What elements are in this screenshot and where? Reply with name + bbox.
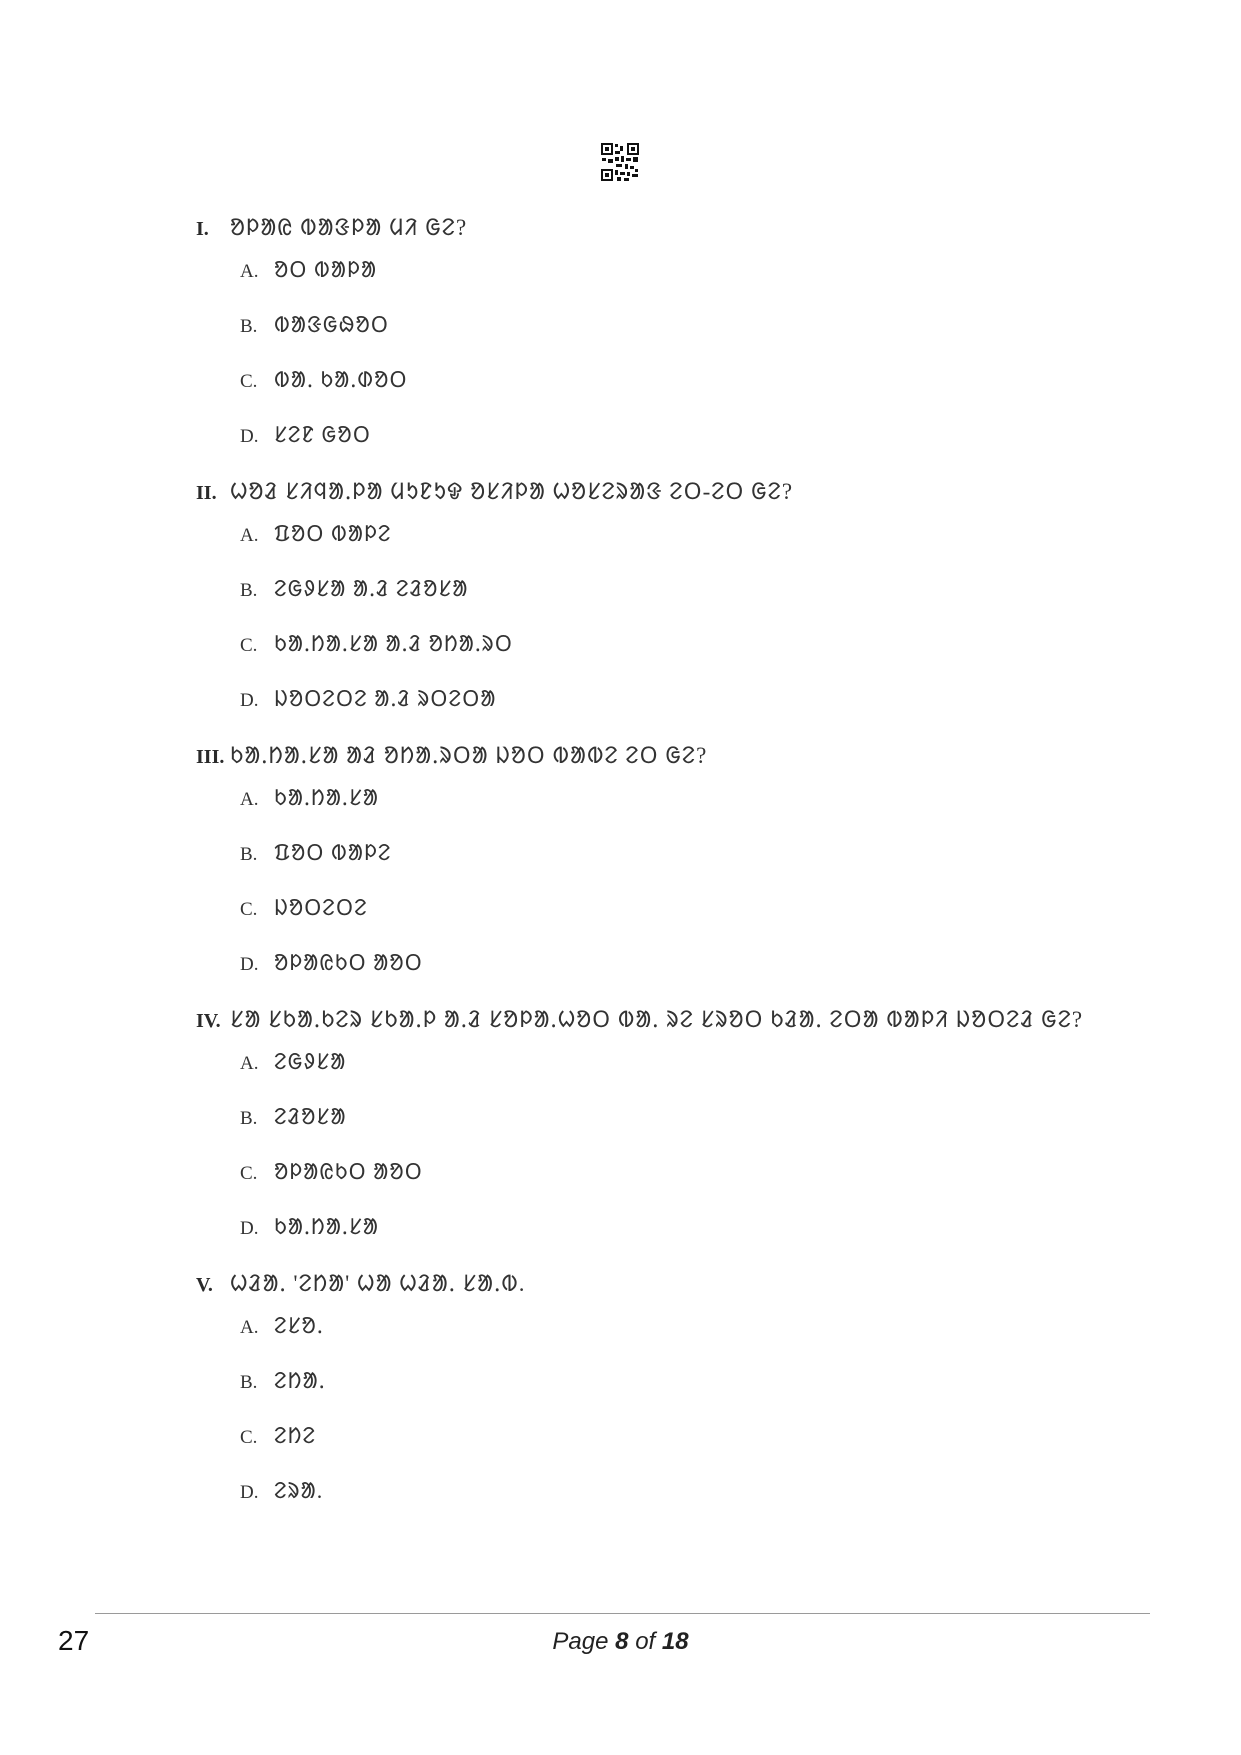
option-b: [240, 1101, 1176, 1156]
question-3: [196, 738, 1176, 1002]
option-letter: C.: [240, 371, 258, 392]
option-c: [240, 1420, 1176, 1475]
option-text: ᱯᱚᱛ ᱵᱟᱞᱮ: [274, 521, 392, 546]
option-text: ᱮᱜᱽᱥᱟ: [274, 1049, 347, 1074]
question-number: V.: [196, 1274, 213, 1296]
option-a: [240, 1046, 1176, 1101]
question-text: ᱦᱲᱟᱹ 'ᱮᱴᱟ' ᱦᱟ ᱦᱲᱟᱹ ᱥᱟᱹᱵ.: [230, 1271, 526, 1296]
option-text: ᱡᱚᱛᱮᱛᱮ ᱟᱹᱲ ᱨᱛᱮᱛᱟ: [274, 686, 497, 711]
option-letter: A.: [240, 1053, 259, 1074]
option-text: ᱯᱚᱛ ᱵᱟᱞᱮ: [274, 840, 392, 865]
option-text: ᱡᱚᱛᱮᱛᱮ: [274, 895, 368, 920]
page-current: 8: [615, 1628, 629, 1655]
option-letter: A.: [240, 525, 259, 546]
option-text: ᱠᱟᱹᱴᱟᱹᱥᱟ: [274, 785, 379, 810]
option-text: ᱚᱞᱟᱭᱠᱛ ᱟᱚᱛ: [274, 950, 423, 975]
option-text: ᱮᱴᱟᱹ: [274, 1368, 326, 1393]
option-b: [240, 309, 1176, 364]
option-letter: D.: [240, 426, 259, 447]
option-a: [240, 782, 1176, 837]
option-d: [240, 1475, 1176, 1530]
page-total: 18: [661, 1628, 689, 1655]
question-number: I.: [196, 218, 209, 240]
option-text: ᱮᱲᱚᱥᱟ: [274, 1104, 347, 1129]
option-letter: B.: [240, 1108, 258, 1129]
option-letter: A.: [240, 261, 259, 282]
question-2: [196, 474, 1176, 738]
question-5: [196, 1266, 1176, 1530]
option-b: [240, 573, 1176, 628]
footer-divider: [95, 1613, 1150, 1614]
option-a: [240, 254, 1176, 309]
option-letter: D.: [240, 954, 259, 975]
option-d: [240, 419, 1176, 474]
option-b: [240, 1365, 1176, 1420]
option-text: ᱚᱛ ᱵᱟᱞᱟ: [274, 257, 378, 282]
question-text: ᱠᱟᱹᱴᱟᱹᱥᱟ ᱟᱲ ᱚᱴᱟᱹᱨᱛᱟ ᱡᱚᱛ ᱵᱟᱵᱮ ᱮᱛ ᱜᱮ?: [230, 743, 708, 768]
page-of: of: [635, 1628, 656, 1655]
option-letter: B.: [240, 316, 258, 337]
question-number: III.: [196, 746, 225, 768]
option-letter: B.: [240, 844, 258, 865]
question-list: [196, 210, 1176, 1530]
option-c: [240, 628, 1176, 683]
option-d: [240, 947, 1176, 1002]
option-text: ᱠᱟᱹᱴᱟᱹᱥᱟ: [274, 1214, 379, 1239]
option-d: [240, 1211, 1176, 1266]
option-c: [240, 892, 1176, 947]
option-letter: D.: [240, 690, 259, 711]
option-a: [240, 518, 1176, 573]
qr-code-icon: [600, 142, 640, 182]
option-letter: A.: [240, 1317, 259, 1338]
option-text: ᱥᱮᱱ ᱜᱚᱛ: [274, 422, 371, 447]
question-number: II.: [196, 482, 217, 504]
question-text: ᱚᱞᱟᱭ ᱵᱟᱝᱞᱟ ᱢᱤ ᱜᱮ?: [230, 215, 468, 240]
option-text: ᱮᱨᱟ.: [274, 1478, 324, 1503]
option-c: [240, 1156, 1176, 1211]
option-letter: C.: [240, 635, 258, 656]
option-text: ᱮᱥᱚᱹ: [274, 1313, 324, 1338]
option-text: ᱵᱟᱹ ᱠᱟᱹᱰᱚᱛ: [274, 367, 408, 392]
page-prefix: Page: [552, 1628, 609, 1655]
option-c: [240, 364, 1176, 419]
footer-question-number: 27: [58, 1625, 90, 1656]
option-b: [240, 837, 1176, 892]
option-letter: C.: [240, 1427, 258, 1448]
option-letter: D.: [240, 1218, 259, 1239]
question-text: ᱥᱟ ᱥᱠᱟᱹᱠᱮᱨ ᱥᱠᱟᱹᱞ ᱟᱹᱲ ᱥᱚᱞᱟᱹᱦᱚᱛ ᱵᱟᱹ ᱨᱮ ᱥᱨᱚᱛ ᱠᱲᱟᱹ ᱮᱛᱟ ᱵᱟᱞᱤ ᱡᱚᱛᱮᱲ ᱜᱮ?: [230, 1007, 1084, 1032]
option-text: ᱵᱟᱝᱜᱷᱚᱛ: [274, 312, 389, 337]
option-letter: B.: [240, 1372, 258, 1393]
option-d: [240, 683, 1176, 738]
option-letter: C.: [240, 899, 258, 920]
option-text: ᱠᱟᱹᱴᱟᱹᱥᱟ ᱟᱹᱲ ᱚᱴᱟᱹᱨᱛ: [274, 631, 513, 656]
option-text: ᱚᱞᱟᱭᱠᱛ ᱟᱚᱛ: [274, 1159, 423, 1184]
option-a: [240, 1310, 1176, 1365]
option-text: ᱮᱴᱮ: [274, 1423, 317, 1448]
option-text: ᱮᱜᱽᱥᱟ ᱟᱹᱲ ᱮᱲᱚᱥᱟ: [274, 576, 469, 601]
question-1: [196, 210, 1176, 474]
page-indicator: [0, 1628, 1241, 1656]
option-letter: D.: [240, 1482, 259, 1503]
question-text: ᱦᱚᱲ ᱥᱤᱧᱟᱹᱞᱟ ᱢᱩᱱᱩᱫ ᱚᱥᱤᱞᱟ ᱦᱚᱥᱮᱨᱟᱝ ᱮᱛ-ᱮᱛ ᱜᱮ?: [230, 479, 794, 504]
question-number: IV.: [196, 1010, 221, 1032]
option-letter: B.: [240, 580, 258, 601]
option-letter: A.: [240, 789, 259, 810]
option-letter: C.: [240, 1163, 258, 1184]
question-4: [196, 1002, 1176, 1266]
